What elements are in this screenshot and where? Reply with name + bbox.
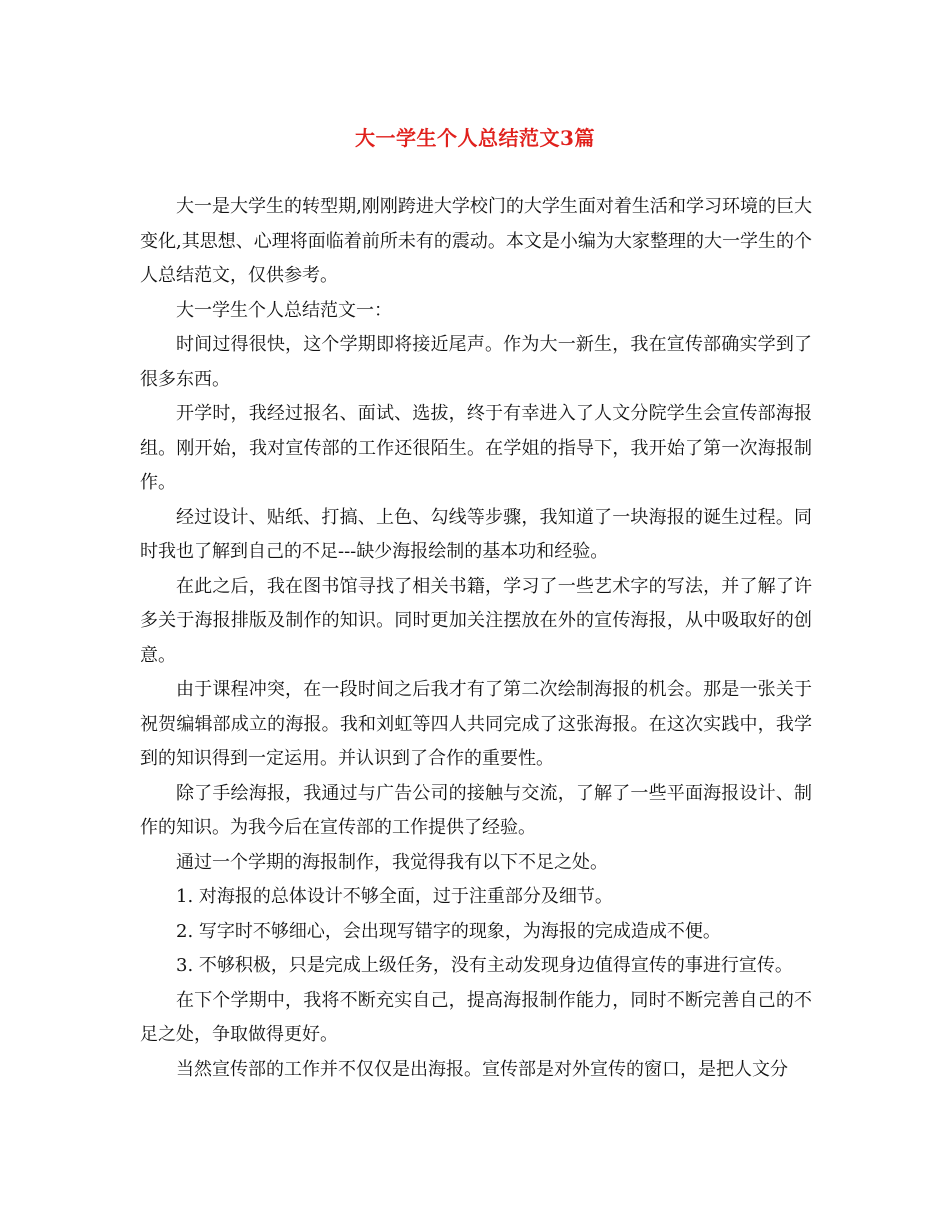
paragraph: 除了手绘海报，我通过与广告公司的接触与交流，了解了一些平面海报设计、制作的知识。为我今后在宣传部的工作提供了经验。 <box>140 782 812 838</box>
paragraph: 大一是大学生的转型期,刚刚跨进大学校门的大学生面对着生活和学习环境的巨大变化,其思想、心理将面临着前所未有的震动。本文是小编为大家整理的大一学生的个人总结范文，仅供参考。 <box>140 196 812 286</box>
paragraph: 当然宣传部的工作并不仅仅是出海报。宣传部是对外宣传的窗口，是把人文分 <box>176 1058 788 1080</box>
paragraph: 通过一个学期的海报制作，我觉得我有以下不足之处。 <box>176 851 608 873</box>
list-item: 2. 写字时不够细心，会出现写错字的现象，为海报的完成造成不便。 <box>176 920 721 942</box>
paragraph: 时间过得很快，这个学期即将接近尾声。作为大一新生，我在宣传部确实学到了很多东西。 <box>140 334 812 390</box>
document-title: 大一学生个人总结范文3篇 <box>355 126 595 150</box>
list-item: 1. 对海报的总体设计不够全面，过于注重部分及细节。 <box>176 886 613 907</box>
paragraph: 开学时，我经过报名、面试、选拔，终于有幸进入了人文分院学生会宣传部海报组。刚开始，我对宣传部的工作还很陌生。在学姐的指导下，我开始了第一次海报制作。 <box>140 403 812 493</box>
list-item: 3. 不够积极，只是完成上级任务，没有主动发现身边值得宣传的事进行宣传。 <box>176 955 793 976</box>
paragraph: 经过设计、贴纸、打搞、上色、勾线等步骤，我知道了一块海报的诞生过程。同时我也了解到自己的不足---缺少海报绘制的基本功和经验。 <box>140 506 812 562</box>
paragraph: 在下个学期中，我将不断充实自己，提高海报制作能力，同时不断完善自己的不足之处，争取做得更好。 <box>140 989 812 1045</box>
paragraph: 在此之后，我在图书馆寻找了相关书籍，学习了一些艺术字的写法，并了解了许多关于海报排版及制作的知识。同时更加关注摆放在外的宣传海报，从中吸取好的创意。 <box>140 575 812 666</box>
document-body <box>140 190 812 1087</box>
paragraph: 由于课程冲突，在一段时间之后我才有了第二次绘制海报的机会。那是一张关于祝贺编辑部成立的海报。我和刘虹等四人共同完成了这张海报。在这次实践中，我学到的知识得到一定运用。并认识到了合作的重要性。 <box>140 679 812 769</box>
paragraph: 大一学生个人总结范文一： <box>176 299 392 321</box>
